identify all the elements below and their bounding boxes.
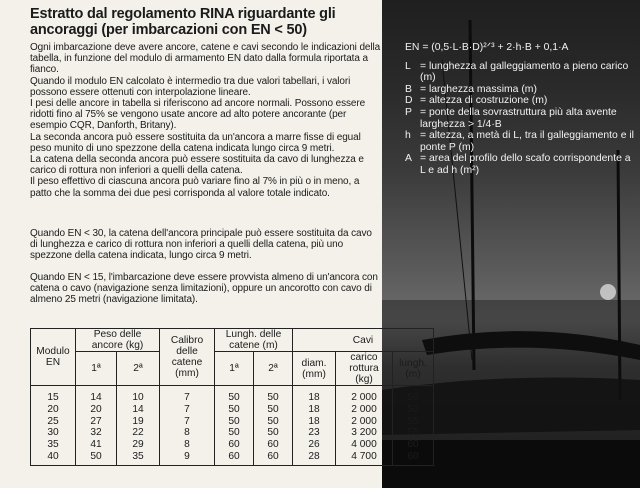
header-diam: diam. (mm)	[293, 352, 336, 386]
table-cell: 18	[293, 416, 336, 428]
header-lungh-cavi: lungh. (m)	[393, 352, 434, 386]
table-cell: 50	[254, 404, 293, 416]
body-text-block-2	[30, 228, 382, 262]
header-carico: carico rottura (kg)	[336, 352, 393, 386]
legend-description: = area del profilo dello scafo corrispondente a L e ad h (m²)	[420, 153, 631, 176]
paragraph: Quando EN < 15, l'imbarcazione deve essere provvista almeno di un'ancora con catena o cavo (navigazione senza limitazioni), oppure un ancorotto con cavo di almeno 25 metri (navigazione limitata).	[30, 272, 378, 306]
table-cell: 41	[76, 439, 117, 451]
legend-description: = ponte della sovrastruttura più alta avente larghezza > 1/4·B	[420, 106, 617, 130]
table-row	[31, 451, 434, 465]
table-cell: 10	[117, 386, 160, 404]
table-cell: 60	[215, 451, 254, 465]
table-row	[31, 439, 434, 451]
paragraph: Quando il modulo EN calcolato è intermedio tra due valori tabellari, i valori possono essere ottenuti con interpolazione lineare.	[30, 75, 351, 98]
body-text-block-1	[30, 42, 382, 199]
table-cell: 7	[160, 416, 215, 428]
table-cell: 14	[117, 404, 160, 416]
body-text-block-3	[30, 272, 382, 306]
table-cell: 23	[293, 427, 336, 439]
anchor-table	[30, 328, 434, 466]
header-peso-1a: 1ª	[76, 352, 117, 386]
legend-description: = larghezza massima (m)	[420, 83, 537, 95]
table-cell: 50	[393, 386, 434, 404]
table-cell: 30	[31, 427, 76, 439]
legend-symbol: A	[405, 153, 412, 165]
legend-row	[405, 95, 635, 107]
table-row	[31, 404, 434, 416]
table-cell: 18	[293, 404, 336, 416]
table-cell: 27	[76, 416, 117, 428]
table-cell: 35	[31, 439, 76, 451]
table-cell: 8	[160, 427, 215, 439]
legend-row	[405, 107, 635, 130]
table-cell: 15	[31, 386, 76, 404]
table-cell: 22	[117, 427, 160, 439]
table-row	[31, 416, 434, 428]
table-cell: 8	[160, 439, 215, 451]
header-cavi: Cavi	[293, 329, 434, 352]
table-cell: 50	[254, 416, 293, 428]
table-cell: 50	[215, 386, 254, 404]
table-cell: 50	[215, 404, 254, 416]
table-cell: 40	[31, 451, 76, 465]
table-cell: 3 200	[336, 427, 393, 439]
table-cell: 29	[117, 439, 160, 451]
legend-row	[405, 84, 635, 96]
legend-description: = altezza, a metà di L, tra il galleggiamento e il ponte P (m)	[420, 130, 634, 153]
table-cell: 50	[215, 427, 254, 439]
header-peso-2a: 2ª	[117, 352, 160, 386]
legend-row	[405, 61, 635, 84]
table-cell: 60	[393, 439, 434, 451]
formula-box	[405, 42, 635, 177]
table-cell: 55	[393, 416, 434, 428]
table-cell: 50	[254, 386, 293, 404]
header-lungh-2a: 2ª	[254, 352, 293, 386]
table-body	[31, 386, 434, 466]
table-cell: 50	[393, 404, 434, 416]
table-cell: 9	[160, 451, 215, 465]
header-peso: Peso delle ancore (kg)	[76, 329, 160, 352]
table-cell: 26	[293, 439, 336, 451]
table-cell: 20	[76, 404, 117, 416]
table-row	[31, 427, 434, 439]
table-cell: 55	[393, 427, 434, 439]
legend-symbol: P	[405, 106, 412, 118]
legend-description: = lunghezza al galleggiamento a pieno carico (m)	[420, 60, 629, 84]
table-cell: 14	[76, 386, 117, 404]
formula-legend	[405, 61, 635, 177]
table-cell: 20	[31, 404, 76, 416]
paragraph: Quando EN < 30, la catena dell'ancora principale può essere sostituita da cavo di lunghezza e carico di rottura non inferiori a quelli della catena, più uno spezzone della catena indicata, lungo circa 9 metri.	[30, 228, 372, 262]
en-formula: EN = (0,5·L·B·D)²ᐟ³ + 2·h·B + 0,1·A	[405, 42, 569, 53]
table-cell: 50	[76, 451, 117, 465]
table-cell: 4 000	[336, 439, 393, 451]
table-cell: 32	[76, 427, 117, 439]
page-title: Estratto dal regolamento RINA riguardante gli ancoraggi (per imbarcazioni con EN < 50)	[30, 6, 336, 38]
table-cell: 60	[254, 439, 293, 451]
header-calibro: Calibro delle catene (mm)	[160, 329, 215, 386]
table-row	[31, 386, 434, 404]
header-modulo: Modulo EN	[31, 329, 76, 386]
paragraph: Il peso effettivo di ciascuna ancora può variare fino al 7% in più o in meno, a patto che la somma dei due pesi corrisponda al valore totale indicato.	[30, 176, 360, 199]
table-cell: 7	[160, 404, 215, 416]
table-cell: 7	[160, 386, 215, 404]
legend-symbol: D	[405, 95, 413, 107]
table-cell: 28	[293, 451, 336, 465]
legend-symbol: h	[405, 130, 411, 142]
table-cell: 25	[31, 416, 76, 428]
table-cell: 60	[254, 451, 293, 465]
table-cell: 2 000	[336, 386, 393, 404]
table-cell: 35	[117, 451, 160, 465]
paragraph: La seconda ancora può essere sostituita da un'ancora a marre fisse di egual peso munito di uno spezzone della catena indicata lungo circa 9 metri.	[30, 131, 361, 154]
header-lungh-1a: 1ª	[215, 352, 254, 386]
legend-symbol: B	[405, 83, 412, 95]
table-cell: 4 700	[336, 451, 393, 465]
table-cell: 19	[117, 416, 160, 428]
header-lungh: Lungh. delle catene (m)	[215, 329, 293, 352]
paragraph: Ogni imbarcazione deve avere ancore, catene e cavi secondo le indicazioni della tabella, in funzione del modulo di armamento EN dato dalla formula riportata a fianco.	[30, 42, 381, 76]
table-cell: 50	[215, 416, 254, 428]
table-cell: 60	[215, 439, 254, 451]
legend-symbol: L	[405, 60, 411, 72]
legend-row	[405, 153, 635, 176]
paragraph: La catena della seconda ancora può essere sostituita da cavo di lunghezza e carico di rottura non inferiori a quelli della catena.	[30, 154, 364, 177]
table-cell: 2 000	[336, 404, 393, 416]
table-cell: 50	[254, 427, 293, 439]
table-cell: 60	[393, 451, 434, 465]
table-cell: 2 000	[336, 416, 393, 428]
paragraph: I pesi delle ancore in tabella si riferiscono ad ancore normali. Possono essere ridotti fino al 75% se vengono usate ancore ad alto potere ancorante (per esempio CQR, Danforth, Britany).	[30, 98, 366, 132]
table-cell: 18	[293, 386, 336, 404]
legend-row	[405, 130, 635, 153]
legend-description: = altezza di costruzione (m)	[420, 95, 548, 107]
